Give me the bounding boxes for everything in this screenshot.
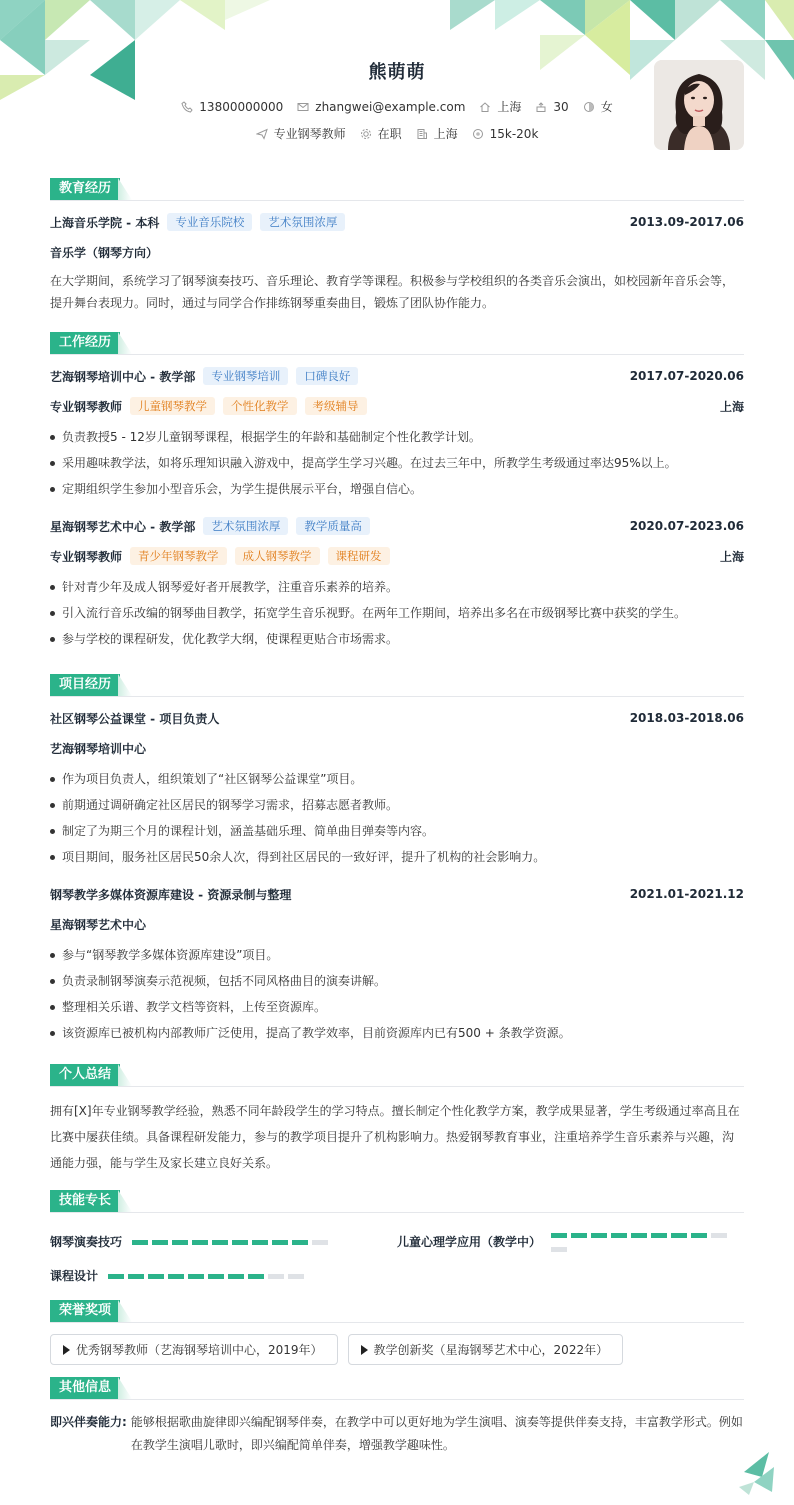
age-item: [535, 100, 568, 114]
major-row: [50, 242, 744, 262]
status-text: 在职: [377, 127, 402, 141]
project-row: [50, 708, 744, 728]
skill-segment: [192, 1240, 208, 1245]
skill-segment: [551, 1247, 567, 1252]
work-date: 2020.07-2023.06: [629, 519, 744, 533]
phone-text: 13800000000: [199, 99, 284, 114]
list-item: 该资源库已被机构内部教师广泛使用，提高了教学效率，目前资源库内已有500 + 条教学资源。: [50, 1020, 744, 1046]
skill-segment: [232, 1240, 248, 1245]
skill-segment: [288, 1274, 304, 1279]
list-item: 定期组织学生参加小型音乐会，为学生提供展示平台，增强自信心。: [50, 476, 744, 502]
skill-label: 钢琴演奏技巧: [50, 1234, 123, 1249]
job-target-item: [256, 125, 346, 142]
location-text: 上海: [497, 100, 522, 114]
project-bullets: [50, 942, 744, 1046]
work-entry: [50, 366, 744, 502]
role-tag: 个性化教学: [223, 397, 297, 415]
skill-segment: [268, 1274, 284, 1279]
resume-body: [50, 178, 744, 1457]
coin-icon: [472, 128, 484, 140]
skill-segment: [172, 1240, 188, 1245]
gender-icon: [583, 101, 595, 113]
section-header: [50, 332, 744, 354]
award-text: 教学创新奖（星海钢琴艺术中心，2022年）: [373, 1343, 609, 1357]
role-tag: 成人钢琴教学: [235, 547, 320, 565]
section-header: [50, 178, 744, 200]
email-item: [297, 100, 465, 114]
skill-segment: [208, 1274, 224, 1279]
project-date: 2018.03-2018.06: [629, 711, 744, 725]
education-date: 2013.09-2017.06: [629, 215, 744, 229]
list-item: 整理相关乐谱、教学文档等资料，上传至资源库。: [50, 994, 744, 1020]
role-name: 专业钢琴教师: [50, 399, 123, 414]
skill-label: 儿童心理学应用（教学中）: [397, 1234, 542, 1249]
skill-segment: [168, 1274, 184, 1279]
work-entry: [50, 516, 744, 652]
skill-segment: [148, 1274, 164, 1279]
gender-text: 女: [600, 100, 613, 114]
skill-level-bar: [108, 1268, 308, 1282]
skill-segment: [132, 1240, 148, 1245]
skill-segment: [212, 1240, 228, 1245]
list-item: 负责教授5 - 12岁儿童钢琴课程，根据学生的年龄和基础制定个性化教学计划。: [50, 424, 744, 450]
project-date: 2021.01-2021.12: [629, 887, 744, 901]
project-org: 艺海钢琴培训中心: [50, 741, 147, 756]
role-name: 专业钢琴教师: [50, 549, 123, 564]
skill-segment: [292, 1240, 308, 1245]
section-title: 个人总结: [50, 1064, 120, 1086]
city-text: 上海: [433, 127, 458, 141]
list-item: 项目期间，服务社区居民50余人次，得到社区居民的一致好评，提升了机构的社会影响力。: [50, 844, 744, 870]
other-item: [50, 1411, 744, 1457]
other-key: 即兴伴奏能力:: [50, 1415, 127, 1429]
company-tag: 专业钢琴培训: [203, 367, 288, 385]
skill-segment: [108, 1274, 124, 1279]
section-header: [50, 1300, 744, 1322]
awards-list: [50, 1334, 744, 1365]
skill-segment: [312, 1240, 328, 1245]
skill-segment: [651, 1233, 667, 1238]
role-tag: 青少年钢琴教学: [130, 547, 227, 565]
education-description: 在大学期间，系统学习了钢琴演奏技巧、音乐理论、教育学等课程。积极参与学校组织的各类音乐会演出，如校园新年音乐会等，提升舞台表现力。同时，通过与同学合作排练钢琴重奏曲目，锻炼了团队协作能力。: [50, 274, 735, 310]
list-item: 引入流行音乐改编的钢琴曲目教学，拓宽学生音乐视野。在两年工作期间，培养出多名在市级钢琴比赛中获奖的学生。: [50, 600, 744, 626]
school-name: 上海音乐学院 - 本科: [50, 215, 160, 230]
section-header: [50, 1377, 744, 1399]
age-text: 30: [553, 99, 569, 114]
home-icon: [479, 101, 491, 113]
mail-icon: [297, 101, 309, 113]
skill-segment: [152, 1240, 168, 1245]
project-bullets: [50, 766, 744, 870]
skill-segment: [551, 1233, 567, 1238]
building-icon: [416, 128, 428, 140]
company-row: [50, 366, 744, 386]
project-org-row: [50, 914, 744, 934]
section-header: [50, 1190, 744, 1212]
gender-item: [583, 98, 613, 115]
work-section: [50, 332, 744, 652]
summary-section: [50, 1064, 744, 1176]
other-value: 能够根据歌曲旋律即兴编配钢琴伴奏，在教学中可以更好地为学生演唱、演奏等提供伴奏支持，丰富教学形式。例如在教学生演唱儿歌时，即兴编配简单伴奏，增强教学趣味性。: [130, 1415, 743, 1452]
company-name: 星海钢琴艺术中心 - 教学部: [50, 519, 196, 534]
project-row: [50, 884, 744, 904]
project-org-row: [50, 738, 744, 758]
send-icon: [256, 128, 268, 140]
skill-level-bar: [132, 1234, 332, 1248]
section-title: 其他信息: [50, 1377, 120, 1399]
skill-label: 课程设计: [50, 1268, 99, 1283]
company-tag: 教学质量高: [296, 517, 370, 535]
major-name: 音乐学（钢琴方向）: [50, 245, 159, 260]
award-text: 优秀钢琴教师（艺海钢琴培训中心，2019年）: [76, 1343, 323, 1357]
skill-level-bar: [551, 1227, 744, 1255]
school-tag: 艺术氛围浓厚: [260, 213, 345, 231]
list-item: 针对青少年及成人钢琴爱好者开展教学，注重音乐素养的培养。: [50, 574, 744, 600]
skills-section: [50, 1190, 744, 1292]
role-tag: 课程研发: [328, 547, 390, 565]
work-location: 上海: [719, 549, 744, 564]
projects-section: [50, 674, 744, 1046]
status-item: [360, 125, 402, 142]
work-bullets: [50, 424, 744, 502]
skills-list: [50, 1224, 744, 1292]
salary-text: 15k-20k: [489, 126, 539, 141]
list-item: 作为项目负责人，组织策划了“社区钢琴公益课堂”项目。: [50, 766, 744, 792]
award-item: [348, 1334, 624, 1365]
triangle-bullet-icon: [63, 1345, 70, 1355]
skill-segment: [248, 1274, 264, 1279]
skill-segment: [591, 1233, 607, 1238]
awards-section: [50, 1300, 744, 1365]
company-tag: 口碑良好: [296, 367, 358, 385]
work-location: 上海: [719, 399, 744, 414]
project-org: 星海钢琴艺术中心: [50, 917, 147, 932]
role-tag: 考级辅导: [305, 397, 367, 415]
award-item: [50, 1334, 338, 1365]
city-item: [416, 125, 458, 142]
skill-segment: [671, 1233, 687, 1238]
location-item: [479, 98, 521, 115]
section-header: [50, 674, 744, 696]
list-item: 采用趣味教学法，如将乐理知识融入游戏中，提高学生学习兴趣。在过去三年中，所教学生考级通过率达95%以上。: [50, 450, 744, 476]
education-row: [50, 212, 744, 232]
skill-segment: [571, 1233, 587, 1238]
triangle-bullet-icon: [361, 1345, 368, 1355]
salary-item: [472, 127, 539, 141]
skill-item: [50, 1258, 397, 1292]
section-title: 项目经历: [50, 674, 120, 696]
role-row: [50, 546, 744, 566]
email-text: zhangwei@example.com: [315, 99, 466, 114]
cake-icon: [535, 101, 547, 113]
school-tag: 专业音乐院校: [167, 213, 252, 231]
other-section: [50, 1377, 744, 1457]
skill-segment: [228, 1274, 244, 1279]
project-name: 钢琴教学多媒体资源库建设 - 资源录制与整理: [50, 887, 292, 902]
skill-segment: [252, 1240, 268, 1245]
phone-item: [181, 100, 283, 114]
project-name: 社区钢琴公益课堂 - 项目负责人: [50, 711, 220, 726]
skill-segment: [272, 1240, 288, 1245]
work-date: 2017.07-2020.06: [629, 369, 744, 383]
skill-segment: [631, 1233, 647, 1238]
role-tag: 儿童钢琴教学: [130, 397, 215, 415]
skill-segment: [691, 1233, 707, 1238]
company-row: [50, 516, 744, 536]
summary-text: 拥有[X]年专业钢琴教学经验，熟悉不同年龄段学生的学习特点。擅长制定个性化教学方案，教学成果显著，学生考级通过率高且在比赛中屡获佳绩。具备课程研发能力，参与的教学项目提升了机构影响力。热爱钢琴教育事业，注重培养学生音乐素养与兴趣，沟通能力强，能与学生及家长建立良好关系。: [50, 1104, 740, 1170]
skill-segment: [611, 1233, 627, 1238]
company-name: 艺海钢琴培训中心 - 教学部: [50, 369, 196, 384]
candidate-name: 熊萌萌: [368, 62, 426, 83]
role-row: [50, 396, 744, 416]
skill-item: [50, 1224, 397, 1258]
settings-icon: [360, 128, 372, 140]
list-item: 负责录制钢琴演奏示范视频，包括不同风格曲目的演奏讲解。: [50, 968, 744, 994]
skill-segment: [188, 1274, 204, 1279]
list-item: 制定了为期三个月的课程计划，涵盖基础乐理、简单曲目弹奏等内容。: [50, 818, 744, 844]
section-header: [50, 1064, 744, 1086]
list-item: 参与“钢琴教学多媒体资源库建设”项目。: [50, 942, 744, 968]
skill-item: [397, 1224, 744, 1258]
section-title: 教育经历: [50, 178, 120, 200]
skill-segment: [711, 1233, 727, 1238]
skill-segment: [128, 1274, 144, 1279]
education-section: [50, 178, 744, 314]
section-title: 技能专长: [50, 1190, 120, 1212]
project-entry: [50, 884, 744, 1046]
list-item: 参与学校的课程研发，优化教学大纲，使课程更贴合市场需求。: [50, 626, 744, 652]
work-bullets: [50, 574, 744, 652]
list-item: 前期通过调研确定社区居民的钢琴学习需求，招募志愿者教师。: [50, 792, 744, 818]
project-entry: [50, 708, 744, 870]
phone-icon: [181, 101, 193, 113]
company-tag: 艺术氛围浓厚: [203, 517, 288, 535]
section-title: 荣誉奖项: [50, 1300, 120, 1322]
section-title: 工作经历: [50, 332, 120, 354]
job-target-text: 专业钢琴教师: [273, 127, 346, 141]
profile-photo: [654, 60, 744, 150]
